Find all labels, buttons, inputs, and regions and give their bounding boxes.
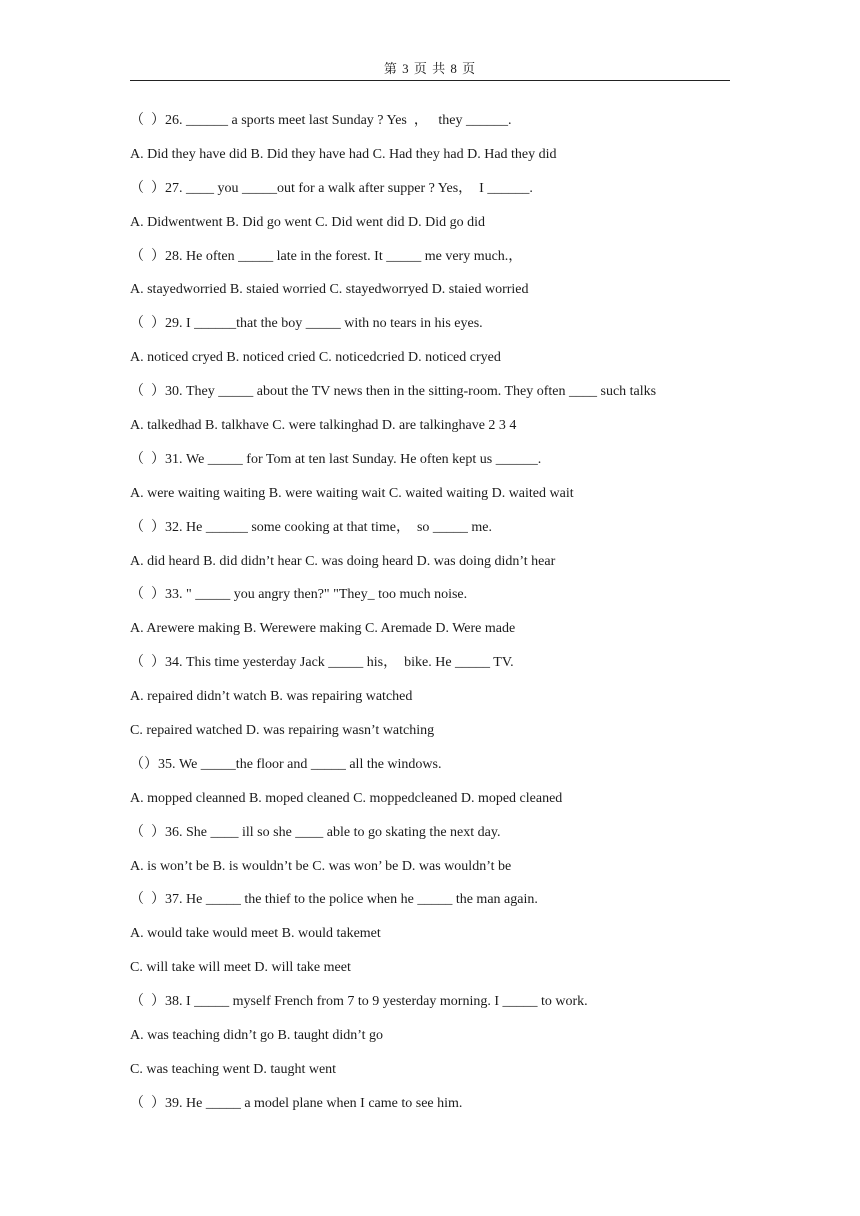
options-34-a-b: A. repaired didn’t watch B. was repairing watched [130,689,413,705]
question-27: （ ）27. ____ you _____out for a walk after supper ? Yes， I ______. [130,180,533,196]
page-number-label: 第 3 页 共 8 页 [383,61,477,76]
options-30: A. talkedhad B. talkhave C. were talkinghad D. are talkinghave 2 3 4 [130,418,517,434]
question-35: （）35. We _____the floor and _____ all the windows. [130,756,442,772]
question-30: （ ）30. They _____ about the TV news then in the sitting-room. They often ____ such talks [130,384,657,400]
options-38-c-d: C. was teaching went D. taught went [130,1061,337,1077]
options-26: A. Did they have did B. Did they have had C. Had they had D. Had they did [130,146,557,162]
question-33: （ ）33. " _____ you angry then?" "They_ too much noise. [130,587,468,603]
question-29: （ ）29. I ______that the boy _____ with no tears in his eyes. [130,316,483,332]
question-36: （ ）36. She ____ ill so she ____ able to go skating the next day. [130,824,501,840]
options-34-c-d: C. repaired watched D. was repairing wasn’t watching [130,723,435,739]
options-37-c-d: C. will take will meet D. will take meet [130,960,351,976]
question-32: （ ）32. He ______ some cooking at that time， so _____ me. [130,519,493,535]
options-27: A. Didwentwent B. Did go went C. Did went did D. Did go did [130,214,486,230]
question-26: （ ）26. ______ a sports meet last Sunday ? Yes ， they ______. [130,113,512,128]
question-34: （ ）34. This time yesterday Jack _____ his， bike. He _____ TV. [130,655,514,671]
question-31: （ ）31. We _____ for Tom at ten last Sunday. He often kept us ______. [130,451,542,467]
page-header [130,60,730,78]
question-28: （ ）28. He often _____ late in the forest. It _____ me very much.， [130,248,523,264]
options-28: A. stayedworried B. staied worried C. stayedworryed D. staied worried [130,282,529,298]
exercise-body [130,108,740,1125]
options-35: A. mopped cleanned B. moped cleaned C. moppedcleaned D. moped cleaned [130,790,563,806]
options-33: A. Arewere making B. Werewere making C. Aremade D. Were made [130,621,516,637]
options-36: A. is won’t be B. is wouldn’t be C. was won’ be D. was wouldn’t be [130,858,512,874]
header-divider [130,80,730,81]
question-37: （ ）37. He _____ the thief to the police when he _____ the man again. [130,892,538,908]
question-38: （ ）38. I _____ myself French from 7 to 9 yesterday morning. I _____ to work. [130,994,588,1010]
options-29: A. noticed cryed B. noticed cried C. noticedcried D. noticed cryed [130,350,501,366]
options-37-a-b: A. would take would meet B. would takemet [130,926,381,942]
options-38-a-b: A. was teaching didn’t go B. taught didn’t go [130,1028,384,1044]
question-39: （ ）39. He _____ a model plane when I came to see him. [130,1095,463,1111]
options-31: A. were waiting waiting B. were waiting wait C. waited waiting D. waited wait [130,485,574,501]
options-32: A. did heard B. did didn’t hear C. was doing heard D. was doing didn’t hear [130,553,556,569]
